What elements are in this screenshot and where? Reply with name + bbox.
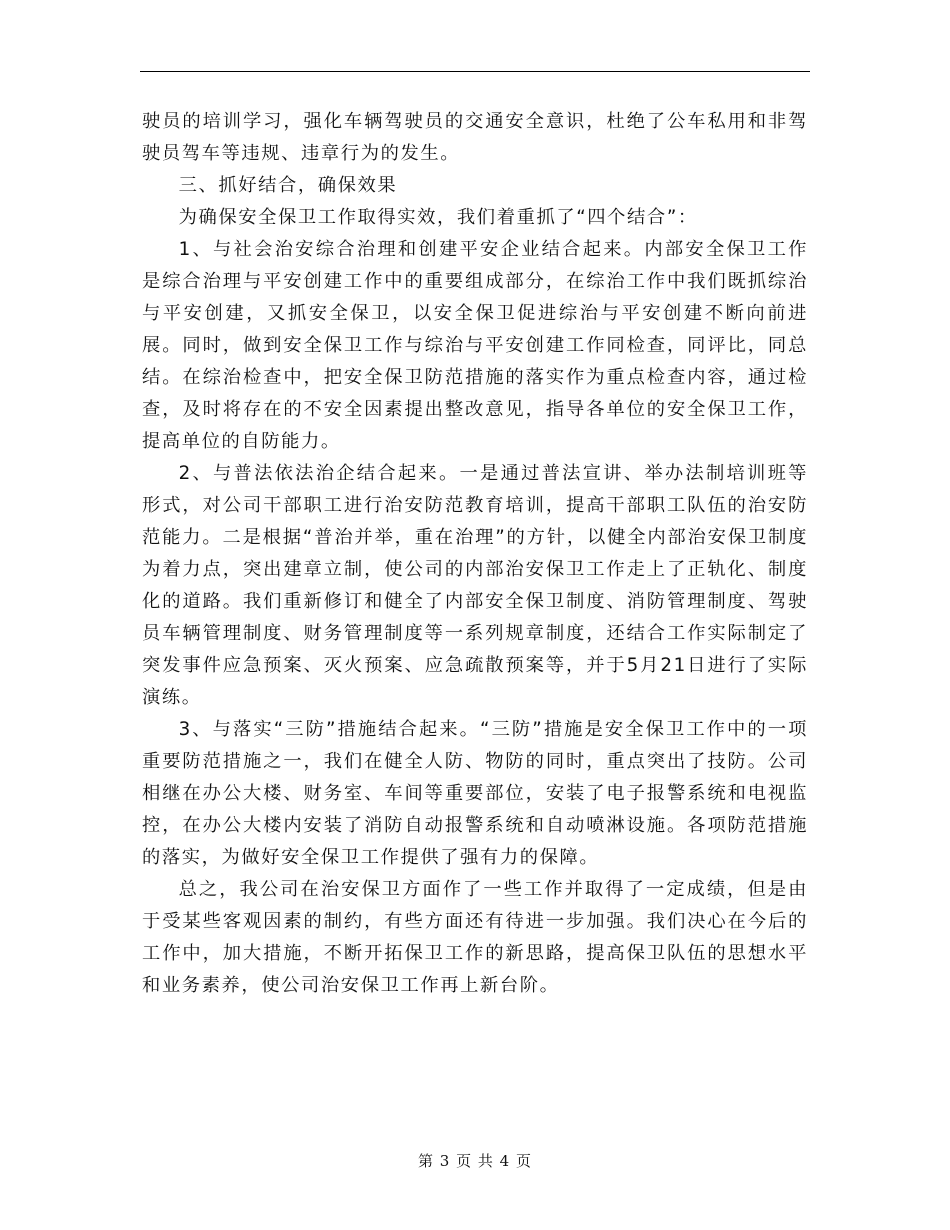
section-heading: 三、抓好结合，确保效果	[178, 175, 398, 196]
footer-total-pages: 4	[499, 1152, 511, 1170]
footer-suffix: 页	[516, 1152, 533, 1170]
header-rule	[140, 71, 810, 72]
document-body	[142, 106, 808, 1002]
paragraph-point-2: 2、与普法依法治企结合起来。一是通过普法宣讲、举办法制培训班等形式，对公司干部职工进行治安防范教育培训，提高干部职工队伍的治安防范能力。二是根据“普治并举，重在治理”的方针，以健全内部治安保卫制度为着力点，突出建章立制，使公司的内部治安保卫工作走上了正轨化、制度化的道路。我们重新修订和健全了内部安全保卫制度、消防管理制度、驾驶员车辆管理制度、财务管理制度等一系列规章制度，还结合工作实际制定了突发事件应急预案、灭火预案、应急疏散预案等，并于5月21日进行了实际演练。	[142, 463, 808, 708]
paragraph-intro: 为确保安全保卫工作取得实效，我们着重抓了“四个结合”：	[178, 207, 698, 228]
footer-middle: 页 共	[456, 1152, 494, 1170]
footer-current-page: 3	[439, 1152, 451, 1170]
paragraph-point-3: 3、与落实“三防”措施结合起来。“三防”措施是安全保卫工作中的一项重要防范措施之一，我们在健全人防、物防的同时，重点突出了技防。公司相继在办公大楼、财务室、车间等重要部位，安装了电子报警系统和电视监控，在办公大楼内安装了消防自动报警系统和自动喷淋设施。各项防范措施的落实，为做好安全保卫工作提供了强有力的保障。	[142, 719, 808, 868]
paragraph-point-1: 1、与社会治安综合治理和创建平安企业结合起来。内部安全保卫工作是综合治理与平安创建工作中的重要组成部分，在综治工作中我们既抓综治与平安创建，又抓安全保卫，以安全保卫促进综治与平安创建不断向前进展。同时，做到安全保卫工作与综治与平安创建工作同检查，同评比，同总结。在综治检查中，把安全保卫防范措施的落实作为重点检查内容，通过检查，及时将存在的不安全因素提出整改意见，指导各单位的安全保卫工作，提高单位的自防能力。	[142, 239, 808, 452]
footer-prefix: 第	[417, 1152, 434, 1170]
page-footer	[0, 1150, 950, 1171]
paragraph-continuation: 驶员的培训学习，强化车辆驾驶员的交通安全意识，杜绝了公车私用和非驾驶员驾车等违规、违章行为的发生。	[142, 111, 808, 164]
paragraph-conclusion: 总之，我公司在治安保卫方面作了一些工作并取得了一定成绩，但是由于受某些客观因素的制约，有些方面还有待进一步加强。我们决心在今后的工作中，加大措施，不断开拓保卫工作的新思路，提高保卫队伍的思想水平和业务素养，使公司治安保卫工作再上新台阶。	[142, 879, 808, 996]
